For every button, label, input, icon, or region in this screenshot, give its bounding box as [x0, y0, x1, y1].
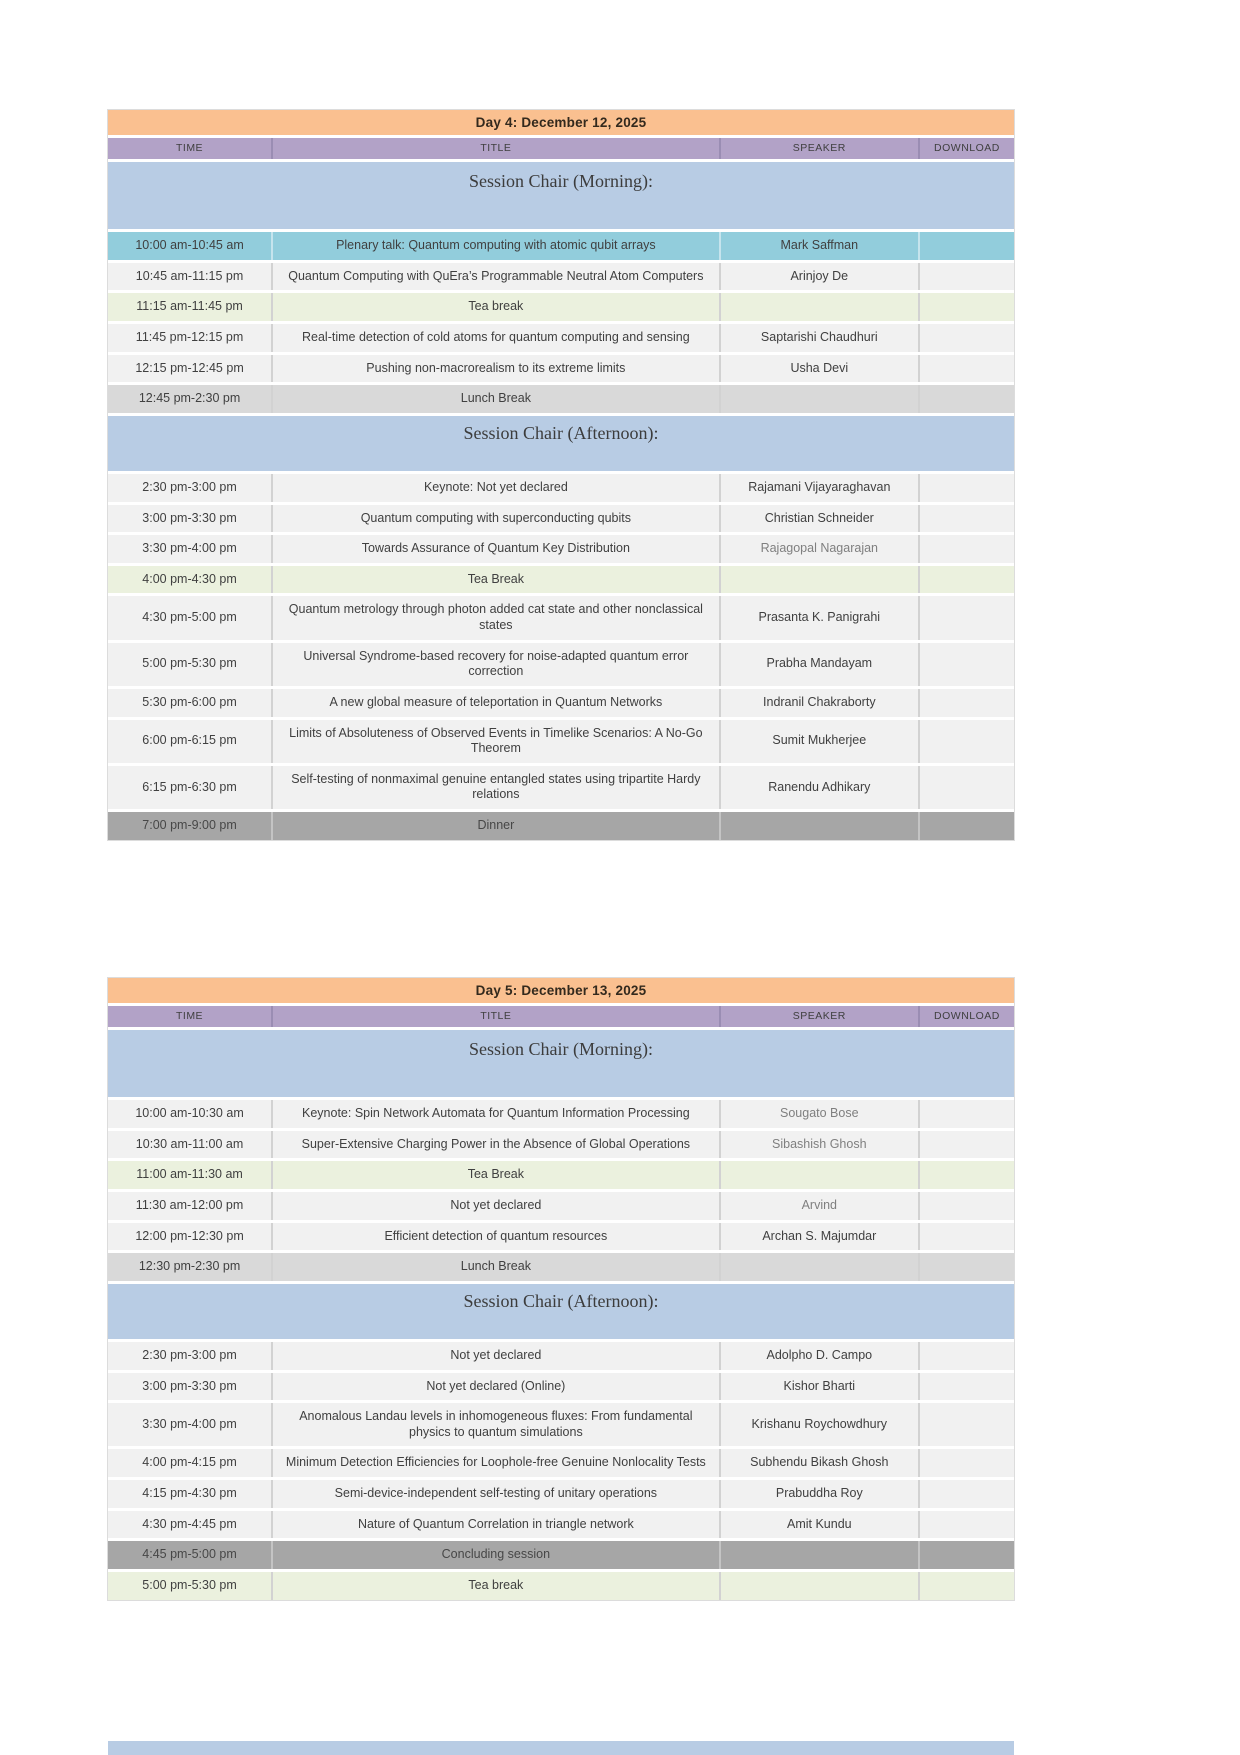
- table-row: [108, 1400, 1014, 1446]
- table-row: [108, 809, 1014, 840]
- table-row: [108, 1508, 1014, 1539]
- download-cell: [918, 720, 1014, 763]
- speaker-cell: [719, 812, 918, 840]
- speaker-cell: Mark Saffman: [719, 232, 918, 260]
- speaker-cell: [719, 1541, 918, 1569]
- title-cell: Towards Assurance of Quantum Key Distribution: [271, 535, 719, 563]
- title-cell: Semi-device-independent self-testing of unitary operations: [271, 1480, 719, 1508]
- title-cell: Keynote: Not yet declared: [271, 474, 719, 502]
- speaker-cell: Sibashish Ghosh: [719, 1131, 918, 1159]
- next-table-partial-band: [108, 1741, 1014, 1755]
- speaker-cell: Ranendu Adhikary: [719, 766, 918, 809]
- title-cell: Concluding session: [271, 1541, 719, 1569]
- column-header-speaker: SPEAKER: [719, 138, 918, 159]
- download-cell: [918, 566, 1014, 594]
- title-cell: Tea Break: [271, 566, 719, 594]
- time-cell: 3:00 pm-3:30 pm: [142, 510, 237, 525]
- time-cell: 2:30 pm-3:00 pm: [142, 479, 237, 494]
- speaker-cell: Archan S. Majumdar: [719, 1223, 918, 1251]
- day-header-label: Day 5: December 13, 2025: [475, 983, 647, 998]
- download-cell: [918, 505, 1014, 533]
- column-header-download: DOWNLOAD: [918, 1006, 1014, 1027]
- table-row: [108, 1339, 1014, 1370]
- download-cell: [918, 1192, 1014, 1220]
- time-cell: 11:30 am-12:00 pm: [135, 1198, 244, 1212]
- column-header-title: TITLE: [271, 138, 719, 159]
- download-cell: [918, 1541, 1014, 1569]
- time-cell: 12:00 pm-12:30 pm: [135, 1228, 244, 1243]
- download-cell: [918, 1161, 1014, 1189]
- download-cell: [918, 689, 1014, 717]
- title-cell: Efficient detection of quantum resources: [271, 1223, 719, 1251]
- speaker-cell: Prabuddha Roy: [719, 1480, 918, 1508]
- column-header-time: TIME: [175, 142, 204, 154]
- download-cell: [918, 385, 1014, 413]
- table-row: [108, 1097, 1014, 1128]
- table-row: [108, 686, 1014, 717]
- download-cell: [918, 643, 1014, 686]
- time-cell: 4:30 pm-5:00 pm: [142, 610, 237, 625]
- table-row: [108, 563, 1014, 594]
- speaker-cell: Sougato Bose: [719, 1100, 918, 1128]
- download-cell: [918, 232, 1014, 260]
- time-cell: 3:30 pm-4:00 pm: [142, 541, 237, 556]
- time-cell: 7:00 pm-9:00 pm: [142, 818, 237, 832]
- column-header-row: [108, 1003, 1014, 1027]
- speaker-cell: Arinjoy De: [719, 263, 918, 291]
- time-cell: 3:00 pm-3:30 pm: [142, 1378, 237, 1393]
- session-chair-band: [108, 1281, 1014, 1339]
- column-header-download: DOWNLOAD: [918, 138, 1014, 159]
- time-cell: 10:00 am-10:45 am: [135, 238, 244, 253]
- speaker-cell: Saptarishi Chaudhuri: [719, 324, 918, 352]
- download-cell: [918, 535, 1014, 563]
- speaker-cell: Rajamani Vijayaraghavan: [719, 474, 918, 502]
- speaker-cell: Sumit Mukherjee: [719, 720, 918, 763]
- speaker-cell: [719, 1572, 918, 1600]
- time-cell: 10:45 am-11:15 pm: [135, 268, 244, 283]
- title-cell: Dinner: [271, 812, 719, 840]
- title-cell: Lunch Break: [271, 385, 719, 413]
- download-cell: [918, 1449, 1014, 1477]
- title-cell: Tea break: [271, 293, 719, 321]
- time-cell: 4:15 pm-4:30 pm: [142, 1486, 237, 1500]
- column-header-title: TITLE: [271, 1006, 719, 1027]
- session-chair-label: Session Chair (Afternoon):: [463, 1290, 659, 1311]
- table-row: [108, 1446, 1014, 1477]
- time-cell: 4:00 pm-4:30 pm: [142, 571, 237, 586]
- time-cell: 12:15 pm-12:45 pm: [135, 360, 244, 375]
- table-row: [108, 640, 1014, 686]
- title-cell: Quantum computing with superconducting qubits: [271, 505, 719, 533]
- time-cell: 3:30 pm-4:00 pm: [142, 1416, 237, 1431]
- download-cell: [918, 1100, 1014, 1128]
- day-header: [108, 978, 1014, 1003]
- time-cell: 11:15 am-11:45 pm: [136, 299, 243, 314]
- speaker-cell: [719, 1253, 918, 1281]
- time-cell: 4:00 pm-4:15 pm: [142, 1455, 237, 1470]
- day4-schedule-table: [108, 110, 1014, 840]
- time-cell: 10:30 am-11:00 am: [135, 1136, 244, 1151]
- speaker-cell: Indranil Chakraborty: [719, 689, 918, 717]
- table-row: [108, 1477, 1014, 1508]
- time-cell: 12:45 pm-2:30 pm: [138, 391, 241, 406]
- download-cell: [918, 1511, 1014, 1539]
- download-cell: [918, 1131, 1014, 1159]
- day-header-label: Day 4: December 12, 2025: [475, 115, 647, 130]
- time-cell: 6:00 pm-6:15 pm: [142, 733, 237, 748]
- download-cell: [918, 1480, 1014, 1508]
- speaker-cell: Arvind: [719, 1192, 918, 1220]
- title-cell: Universal Syndrome-based recovery for noise-adapted quantum error correction: [271, 643, 719, 686]
- download-cell: [918, 324, 1014, 352]
- time-cell: 10:00 am-10:30 am: [135, 1106, 244, 1121]
- title-cell: Tea break: [271, 1572, 719, 1600]
- speaker-cell: Rajagopal Nagarajan: [719, 535, 918, 563]
- session-chair-label: Session Chair (Morning):: [469, 171, 653, 192]
- download-cell: [918, 596, 1014, 639]
- speaker-cell: Adolpho D. Campo: [719, 1342, 918, 1370]
- speaker-cell: [719, 1161, 918, 1189]
- time-cell: 5:00 pm-5:30 pm: [142, 656, 237, 671]
- table-row: [108, 352, 1014, 383]
- session-chair-band: [108, 413, 1014, 471]
- time-cell: 5:30 pm-6:00 pm: [142, 694, 237, 709]
- title-cell: Pushing non-macrorealism to its extreme limits: [271, 355, 719, 383]
- table-row: [108, 593, 1014, 639]
- title-cell: Nature of Quantum Correlation in triangle network: [271, 1511, 719, 1539]
- download-cell: [918, 1373, 1014, 1401]
- time-cell: 12:30 pm-2:30 pm: [138, 1259, 241, 1274]
- speaker-cell: Usha Devi: [719, 355, 918, 383]
- table-row: [108, 1569, 1014, 1600]
- speaker-cell: Christian Schneider: [719, 505, 918, 533]
- title-cell: Real-time detection of cold atoms for quantum computing and sensing: [271, 324, 719, 352]
- title-cell: Not yet declared (Online): [271, 1373, 719, 1401]
- speaker-cell: Krishanu Roychowdhury: [719, 1403, 918, 1446]
- speaker-cell: Prabha Mandayam: [719, 643, 918, 686]
- download-cell: [918, 1342, 1014, 1370]
- session-chair-label: Session Chair (Morning):: [469, 1039, 653, 1060]
- title-cell: Lunch Break: [271, 1253, 719, 1281]
- time-cell: 2:30 pm-3:00 pm: [142, 1347, 237, 1362]
- title-cell: Plenary talk: Quantum computing with atomic qubit arrays: [271, 232, 719, 260]
- column-header-row: [108, 135, 1014, 159]
- time-cell: 11:45 pm-12:15 pm: [135, 330, 244, 344]
- title-cell: Quantum metrology through photon added cat state and other nonclassical states: [271, 596, 719, 639]
- title-cell: Limits of Absoluteness of Observed Events in Timelike Scenarios: A No-Go Theorem: [271, 720, 719, 763]
- download-cell: [918, 1572, 1014, 1600]
- download-cell: [918, 1253, 1014, 1281]
- download-cell: [918, 766, 1014, 809]
- download-cell: [918, 263, 1014, 291]
- table-row: [108, 382, 1014, 413]
- table-row: [108, 229, 1014, 260]
- speaker-cell: [719, 385, 918, 413]
- time-cell: 6:15 pm-6:30 pm: [142, 779, 237, 794]
- speaker-cell: [719, 293, 918, 321]
- download-cell: [918, 355, 1014, 383]
- time-cell: 11:00 am-11:30 am: [136, 1167, 243, 1182]
- download-cell: [918, 1403, 1014, 1446]
- table-row: [108, 1128, 1014, 1159]
- table-row: [108, 717, 1014, 763]
- download-cell: [918, 1223, 1014, 1251]
- title-cell: Minimum Detection Efficiencies for Loophole-free Genuine Nonlocality Tests: [271, 1449, 719, 1477]
- column-header-speaker: SPEAKER: [719, 1006, 918, 1027]
- table-row: [108, 290, 1014, 321]
- speaker-cell: Subhendu Bikash Ghosh: [719, 1449, 918, 1477]
- title-cell: Quantum Computing with QuEra’s Programmable Neutral Atom Computers: [271, 263, 719, 291]
- title-cell: Super-Extensive Charging Power in the Absence of Global Operations: [271, 1131, 719, 1159]
- day-header: [108, 110, 1014, 135]
- title-cell: Tea Break: [271, 1161, 719, 1189]
- table-row: [108, 321, 1014, 352]
- day5-schedule-table: [108, 978, 1014, 1600]
- time-cell: 4:45 pm-5:00 pm: [142, 1547, 237, 1562]
- table-row: [108, 1158, 1014, 1189]
- table-row: [108, 1220, 1014, 1251]
- session-chair-band: [108, 1027, 1014, 1097]
- speaker-cell: Prasanta K. Panigrahi: [719, 596, 918, 639]
- table-row: [108, 1538, 1014, 1569]
- table-row: [108, 260, 1014, 291]
- download-cell: [918, 474, 1014, 502]
- table-row: [108, 1250, 1014, 1281]
- title-cell: Keynote: Spin Network Automata for Quantum Information Processing: [271, 1100, 719, 1128]
- title-cell: Not yet declared: [271, 1192, 719, 1220]
- table-row: [108, 1370, 1014, 1401]
- title-cell: A new global measure of teleportation in Quantum Networks: [271, 689, 719, 717]
- table-row: [108, 471, 1014, 502]
- title-cell: Self-testing of nonmaximal genuine entangled states using tripartite Hardy relations: [271, 766, 719, 809]
- download-cell: [918, 812, 1014, 840]
- speaker-cell: Kishor Bharti: [719, 1373, 918, 1401]
- download-cell: [918, 293, 1014, 321]
- title-cell: Not yet declared: [271, 1342, 719, 1370]
- time-cell: 4:30 pm-4:45 pm: [142, 1516, 237, 1531]
- column-header-time: TIME: [175, 1010, 204, 1022]
- session-chair-band: [108, 159, 1014, 229]
- time-cell: 5:00 pm-5:30 pm: [142, 1577, 237, 1592]
- speaker-cell: [719, 566, 918, 594]
- table-row: [108, 763, 1014, 809]
- table-row: [108, 532, 1014, 563]
- table-row: [108, 1189, 1014, 1220]
- speaker-cell: Amit Kundu: [719, 1511, 918, 1539]
- session-chair-label: Session Chair (Afternoon):: [463, 422, 659, 443]
- table-row: [108, 502, 1014, 533]
- title-cell: Anomalous Landau levels in inhomogeneous fluxes: From fundamental physics to quantum simulations: [271, 1403, 719, 1446]
